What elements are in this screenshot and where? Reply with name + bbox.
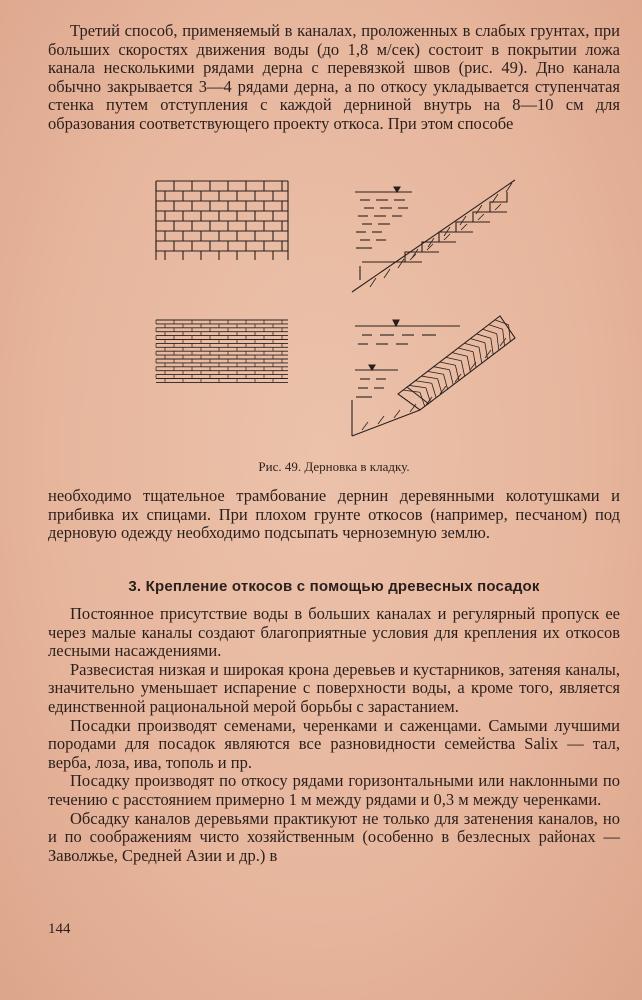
text-block-bottom bbox=[48, 605, 620, 865]
text-block-middle bbox=[48, 487, 620, 543]
paragraph: необходимо тщательное трамбование дернин деревянными колотушками и прибивка их спицами. При плохом грунте откосов (например, песчаном) под дерновую одежду необходимо подсыпать черноземную землю. bbox=[48, 486, 620, 543]
paragraph: Посадку производят по откосу рядами горизонтальными или наклонными по течению с расстоянием примерно 1 м между рядами и 0,3 м между черенками. bbox=[48, 771, 620, 809]
paragraph: Развесистая низкая и широкая крона деревьев и кустарников, затеняя каналы, значительно уменьшает испарение с поверхности воды, а кроме того, является единственной рациональной мерой борьбы с зарастанием. bbox=[48, 659, 620, 716]
text-block-top bbox=[48, 22, 620, 134]
stepped-slope-figure bbox=[350, 170, 520, 295]
paragraph: Обсадку каналов деревьями практикуют не только для затенения каналов, но и по соображениям чисто хозяйственным (особенно в безлесных районах — Заволжье, Средней Азии и др.) в bbox=[48, 808, 620, 865]
layered-sod-figure bbox=[155, 318, 290, 386]
paragraph: Постоянное присутствие воды в больших каналах и регулярный пропуск ее через малые каналы создают благоприятные условия для крепления их откосов лесными насаждениями. bbox=[48, 604, 620, 661]
paragraph: Посадки производят семенами, черенками и саженцами. Самыми лучшими породами для посадок являются все разновидности семейства Salix — тал, верба, лоза, ива, тополь и пр. bbox=[48, 715, 620, 772]
paragraph: Третий способ, применяемый в каналах, проложенных в слабых грунтах, при больших скоростях движения воды (до 1,8 м/сек) состоит в покрытии ложа канала несколькими рядами дерна с перевязкой швов (рис. 49). Дно канала обычно закрывается 3—4 рядами дерна, а по откосу укладывается ступенчатая стенка путем отступления с каждой дерниной внутрь на 8—10 см для образования соответствующего проекту откоса. При этом способе bbox=[48, 21, 620, 133]
inclined-lining-figure bbox=[350, 308, 520, 440]
section-heading: 3. Крепление откосов с помощью древесных посадок bbox=[128, 578, 540, 595]
page-number: 144 bbox=[48, 921, 71, 937]
figure-caption: Рис. 49. Дерновка в кладку. bbox=[258, 459, 410, 474]
brick-pattern-figure bbox=[155, 180, 290, 260]
